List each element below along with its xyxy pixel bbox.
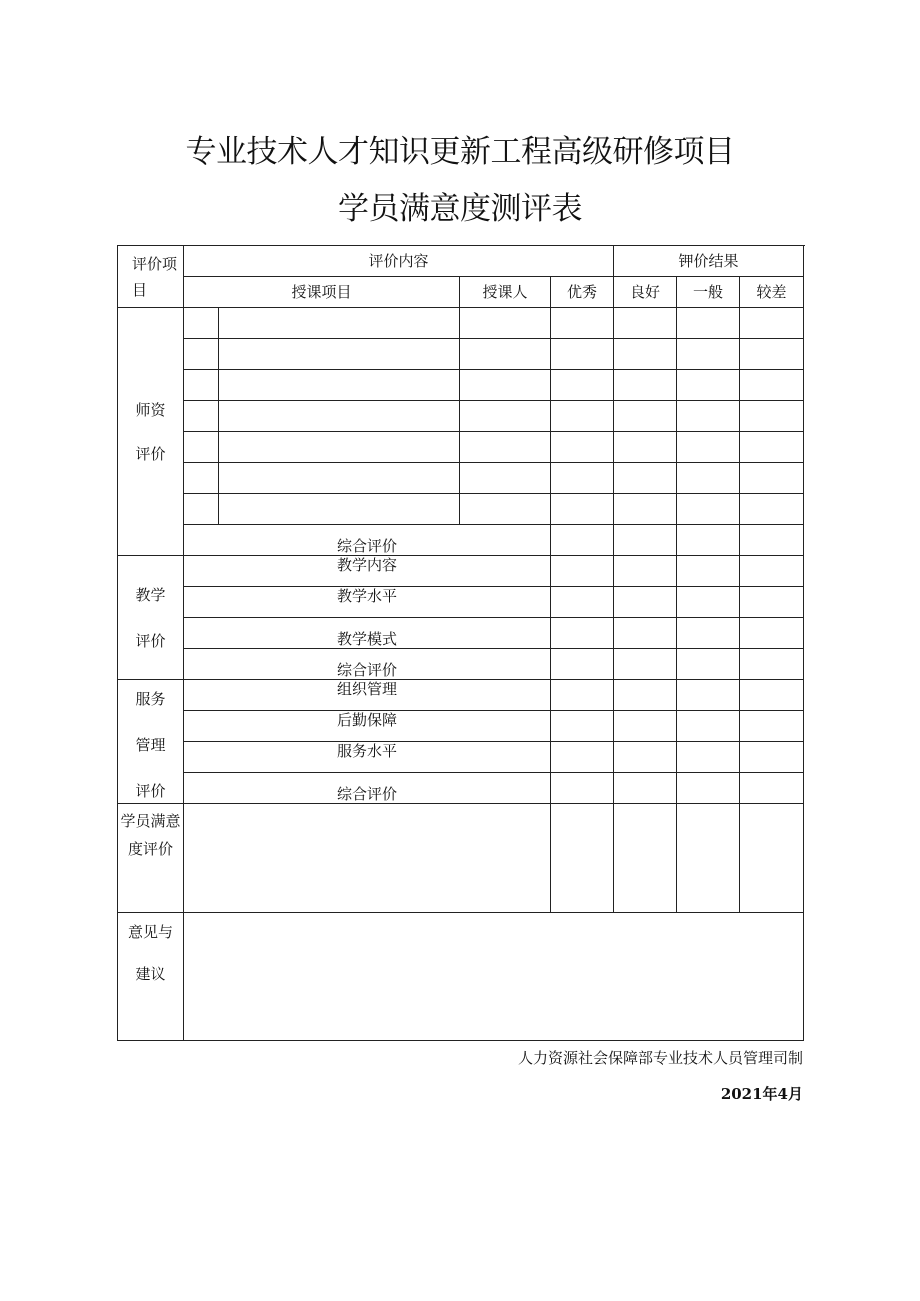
rating-cell[interactable]	[677, 370, 740, 401]
rating-cell[interactable]	[740, 742, 804, 773]
rating-cell[interactable]	[740, 556, 804, 587]
rating-cell[interactable]	[677, 773, 740, 804]
faculty-index-cell[interactable]	[184, 401, 219, 432]
rating-cell[interactable]	[677, 525, 740, 556]
rating-cell[interactable]	[551, 463, 614, 494]
rating-cell[interactable]	[551, 680, 614, 711]
faculty-course-cell[interactable]	[219, 308, 460, 339]
faculty-overall-label: 综合评价	[184, 525, 551, 556]
service-overall-row	[118, 773, 804, 804]
faculty-index-cell[interactable]	[184, 308, 219, 339]
faculty-overall-row	[118, 525, 804, 556]
rating-cell[interactable]	[740, 711, 804, 742]
suggestions-label-2: 建议	[135, 965, 166, 983]
issuer-text: 人力资源社会保障部专业技术人员管理司制	[517, 1049, 803, 1067]
header-content-cell: 评价内容	[184, 246, 614, 277]
teaching-item-mode: 教学模式	[184, 618, 551, 649]
faculty-row	[118, 401, 804, 432]
rating-cell[interactable]	[614, 618, 677, 649]
faculty-lecturer-cell[interactable]	[460, 308, 551, 339]
satisfaction-label-2: 度评价	[127, 840, 173, 858]
teaching-row	[118, 587, 804, 618]
rating-cell[interactable]	[740, 804, 804, 913]
header-result-cell: 钾价结果	[614, 246, 804, 277]
rating-cell[interactable]	[614, 773, 677, 804]
faculty-lecturer-cell[interactable]	[460, 494, 551, 525]
rating-cell[interactable]	[677, 587, 740, 618]
faculty-row	[118, 494, 804, 525]
rating-cell[interactable]	[614, 804, 677, 913]
rating-cell[interactable]	[740, 494, 804, 525]
service-item-organization: 组织管理	[184, 680, 551, 711]
teaching-overall-row	[118, 649, 804, 680]
faculty-course-cell[interactable]	[219, 494, 460, 525]
header-good: 良好	[614, 277, 677, 308]
rating-cell[interactable]	[614, 432, 677, 463]
header-excellent: 优秀	[551, 277, 614, 308]
rating-cell[interactable]	[677, 463, 740, 494]
date-text: 2021年4月	[720, 1085, 803, 1103]
rating-cell[interactable]	[614, 401, 677, 432]
rating-cell[interactable]	[551, 649, 614, 680]
teaching-label-cell	[118, 556, 184, 680]
faculty-index-cell[interactable]	[184, 432, 219, 463]
teaching-overall-label: 综合评价	[184, 649, 551, 680]
rating-cell[interactable]	[551, 587, 614, 618]
header-row-1	[118, 246, 804, 277]
rating-cell[interactable]	[551, 711, 614, 742]
service-row	[118, 711, 804, 742]
rating-cell[interactable]	[551, 742, 614, 773]
rating-cell[interactable]	[677, 556, 740, 587]
header-average: 一般	[677, 277, 740, 308]
rating-cell[interactable]	[740, 618, 804, 649]
satisfaction-label-cell	[118, 804, 184, 913]
satisfaction-label-1: 学员满意	[120, 812, 181, 830]
rating-cell[interactable]	[614, 308, 677, 339]
rating-cell[interactable]	[551, 370, 614, 401]
service-row	[118, 680, 804, 711]
rating-cell[interactable]	[740, 649, 804, 680]
header-lecturer: 授课人	[460, 277, 551, 308]
service-label-cell	[118, 680, 184, 804]
rating-cell[interactable]	[614, 525, 677, 556]
faculty-lecturer-cell[interactable]	[460, 401, 551, 432]
rating-cell[interactable]	[740, 401, 804, 432]
teaching-row	[118, 556, 804, 587]
rating-cell[interactable]	[614, 649, 677, 680]
rating-cell[interactable]	[677, 742, 740, 773]
rating-cell[interactable]	[740, 339, 804, 370]
header-row-2	[118, 277, 804, 308]
rating-cell[interactable]	[551, 401, 614, 432]
rating-cell[interactable]	[551, 525, 614, 556]
service-item-level: 服务水平	[184, 742, 551, 773]
rating-cell[interactable]	[677, 711, 740, 742]
satisfaction-content-cell[interactable]	[184, 804, 551, 913]
service-label-1: 服务	[135, 690, 166, 708]
faculty-course-cell[interactable]	[219, 401, 460, 432]
header-item-cell	[118, 246, 184, 308]
faculty-row	[118, 463, 804, 494]
service-item-logistics: 后勤保障	[184, 711, 551, 742]
rating-cell[interactable]	[677, 308, 740, 339]
rating-cell[interactable]	[677, 432, 740, 463]
suggestions-row	[118, 913, 804, 1041]
faculty-label-1: 师资	[135, 400, 166, 419]
rating-cell[interactable]	[677, 401, 740, 432]
faculty-lecturer-cell[interactable]	[460, 370, 551, 401]
rating-cell[interactable]	[740, 587, 804, 618]
faculty-label-2: 评价	[135, 444, 166, 463]
faculty-index-cell[interactable]	[184, 463, 219, 494]
form-title: 专业技术人才知识更新工程高级研修项目	[185, 134, 735, 170]
rating-cell[interactable]	[614, 339, 677, 370]
rating-cell[interactable]	[677, 618, 740, 649]
service-overall-label: 综合评价	[184, 773, 551, 804]
rating-cell[interactable]	[614, 711, 677, 742]
rating-cell[interactable]	[551, 773, 614, 804]
faculty-course-cell[interactable]	[219, 432, 460, 463]
rating-cell[interactable]	[740, 432, 804, 463]
rating-cell[interactable]	[614, 370, 677, 401]
teaching-row	[118, 618, 804, 649]
header-poor: 较差	[740, 277, 804, 308]
header-course: 授课项目	[184, 277, 460, 308]
faculty-lecturer-cell[interactable]	[460, 339, 551, 370]
rating-cell[interactable]	[551, 339, 614, 370]
faculty-row	[118, 432, 804, 463]
faculty-course-cell[interactable]	[219, 339, 460, 370]
rating-cell[interactable]	[614, 494, 677, 525]
faculty-row	[118, 339, 804, 370]
rating-cell[interactable]	[740, 773, 804, 804]
rating-cell[interactable]	[551, 804, 614, 913]
faculty-index-cell[interactable]	[184, 494, 219, 525]
rating-cell[interactable]	[614, 742, 677, 773]
rating-cell[interactable]	[614, 463, 677, 494]
service-label-3: 评价	[135, 782, 166, 800]
rating-cell[interactable]	[740, 463, 804, 494]
header-item-label: 评价项目	[132, 254, 178, 299]
faculty-lecturer-cell[interactable]	[460, 432, 551, 463]
rating-cell[interactable]	[677, 804, 740, 913]
rating-cell[interactable]	[551, 308, 614, 339]
faculty-label-cell	[118, 308, 184, 556]
teaching-label-1: 教学	[135, 585, 166, 604]
evaluation-table	[117, 245, 804, 1041]
rating-cell[interactable]	[677, 680, 740, 711]
rating-cell[interactable]	[551, 556, 614, 587]
satisfaction-row	[118, 804, 804, 913]
rating-cell[interactable]	[614, 556, 677, 587]
faculty-course-cell[interactable]	[219, 463, 460, 494]
rating-cell[interactable]	[677, 339, 740, 370]
rating-cell[interactable]	[677, 494, 740, 525]
rating-cell[interactable]	[551, 618, 614, 649]
form-subtitle: 学员满意度测评表	[338, 191, 582, 227]
faculty-index-cell[interactable]	[184, 370, 219, 401]
suggestions-content-cell[interactable]	[184, 913, 804, 1041]
faculty-row	[118, 308, 804, 339]
rating-cell[interactable]	[740, 525, 804, 556]
teaching-item-level: 教学水平	[184, 587, 551, 618]
suggestions-label-1: 意见与	[127, 923, 173, 941]
rating-cell[interactable]	[614, 680, 677, 711]
rating-cell[interactable]	[551, 494, 614, 525]
rating-cell[interactable]	[551, 432, 614, 463]
faculty-index-cell[interactable]	[184, 339, 219, 370]
faculty-course-cell[interactable]	[219, 370, 460, 401]
rating-cell[interactable]	[740, 680, 804, 711]
suggestions-label-cell	[118, 913, 184, 1041]
faculty-row	[118, 370, 804, 401]
rating-cell[interactable]	[677, 649, 740, 680]
teaching-item-content: 教学内容	[184, 556, 551, 587]
rating-cell[interactable]	[740, 308, 804, 339]
service-label-2: 管理	[135, 736, 166, 754]
rating-cell[interactable]	[740, 370, 804, 401]
rating-cell[interactable]	[614, 587, 677, 618]
teaching-label-2: 评价	[135, 631, 166, 650]
faculty-lecturer-cell[interactable]	[460, 463, 551, 494]
service-row	[118, 742, 804, 773]
